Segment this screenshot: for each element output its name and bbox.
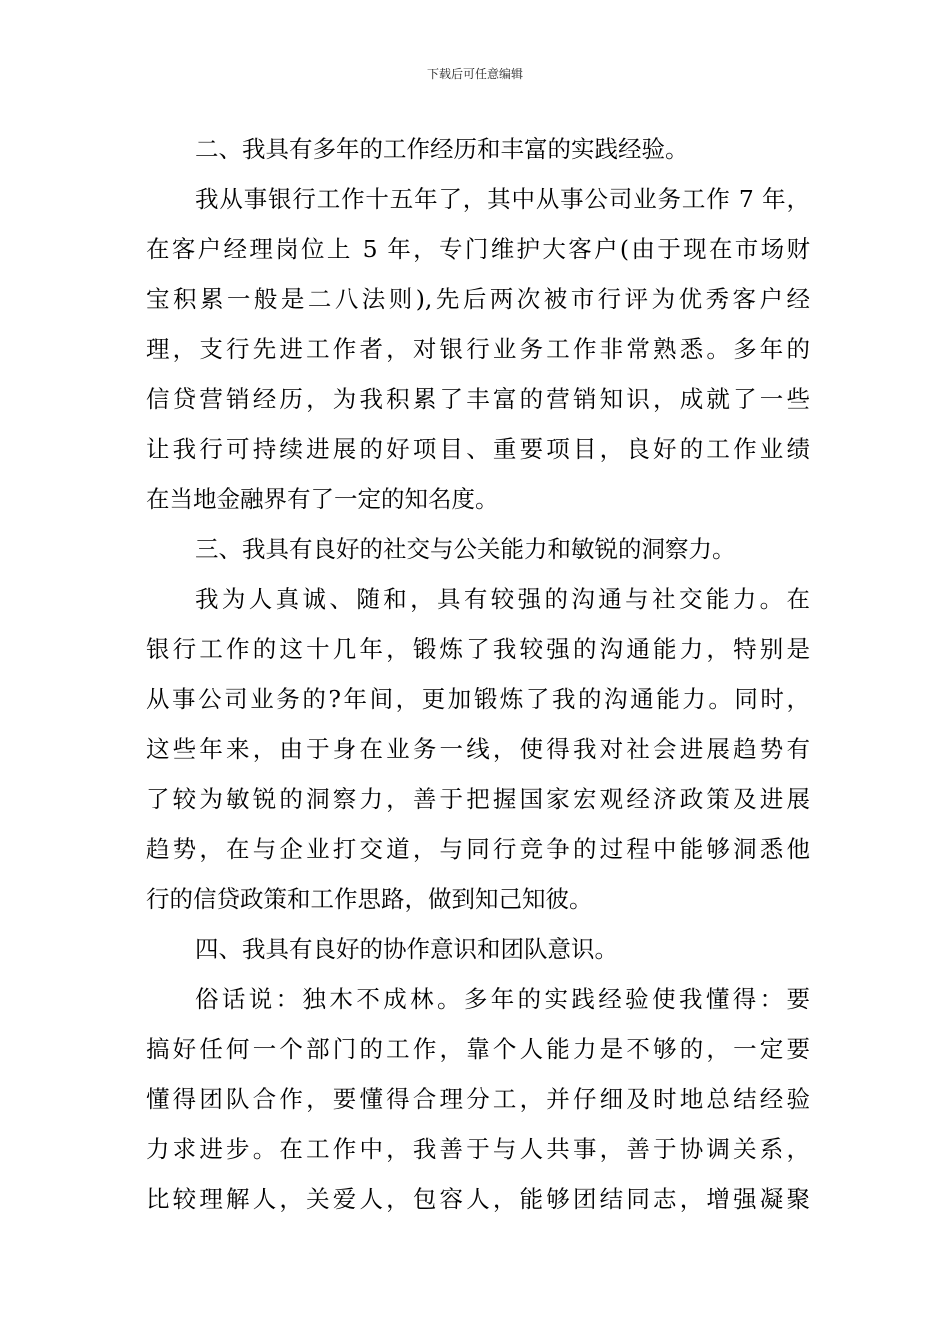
text-line: 信贷营销经历，为我积累了丰富的营销知识，成就了一些 bbox=[146, 385, 810, 413]
document-body bbox=[146, 124, 810, 1224]
text-line: 银行工作的这十几年，锻炼了我较强的沟通能力，特别是 bbox=[146, 635, 810, 663]
text-line: 这些年来，由于身在业务一线，使得我对社会进展趋势有 bbox=[146, 735, 810, 763]
page-header: 下载后可任意编辑 bbox=[426, 67, 523, 81]
text-line: 行的信贷政策和工作思路，做到知己知彼。 bbox=[146, 885, 593, 913]
text-line: 力求进步。在工作中，我善于与人共事，善于协调关系， bbox=[146, 1135, 810, 1163]
text-line: 理，支行先进工作者，对银行业务工作非常熟悉。多年的 bbox=[146, 335, 810, 363]
text-line: 在客户经理岗位上 5 年，专门维护大客户(由于现在市场财 bbox=[146, 235, 810, 263]
text-line: 宝积累一般是二八法则),先后两次被市行评为优秀客户经 bbox=[146, 285, 810, 313]
section-heading-3: 三、我具有良好的社交与公关能力和敏锐的洞察力。 bbox=[195, 535, 736, 563]
text-line: 懂得团队合作，要懂得合理分工，并仔细及时地总结经验 bbox=[146, 1085, 810, 1113]
text-line: 从事公司业务的?年间，更加锻炼了我的沟通能力。同时， bbox=[146, 685, 810, 713]
text-line: 我从事银行工作十五年了，其中从事公司业务工作 7 年， bbox=[195, 185, 810, 213]
text-line: 搞好任何一个部门的工作，靠个人能力是不够的，一定要 bbox=[146, 1035, 810, 1063]
text-line: 俗话说：独木不成林。多年的实践经验使我懂得：要 bbox=[195, 985, 810, 1013]
text-line: 我为人真诚、随和，具有较强的沟通与社交能力。在 bbox=[195, 585, 810, 613]
text-line: 在当地金融界有了一定的知名度。 bbox=[146, 485, 499, 513]
text-line: 让我行可持续进展的好项目、重要项目，良好的工作业绩 bbox=[146, 435, 810, 463]
text-line: 趋势，在与企业打交道，与同行竞争的过程中能够洞悉他 bbox=[146, 835, 810, 863]
section-heading-2: 二、我具有多年的工作经历和丰富的实践经验。 bbox=[195, 135, 689, 163]
section-heading-4: 四、我具有良好的协作意识和团队意识。 bbox=[195, 935, 618, 963]
text-line: 了较为敏锐的洞察力，善于把握国家宏观经济政策及进展 bbox=[146, 785, 810, 813]
text-line: 比较理解人，关爱人，包容人，能够团结同志，增强凝聚 bbox=[146, 1185, 810, 1213]
